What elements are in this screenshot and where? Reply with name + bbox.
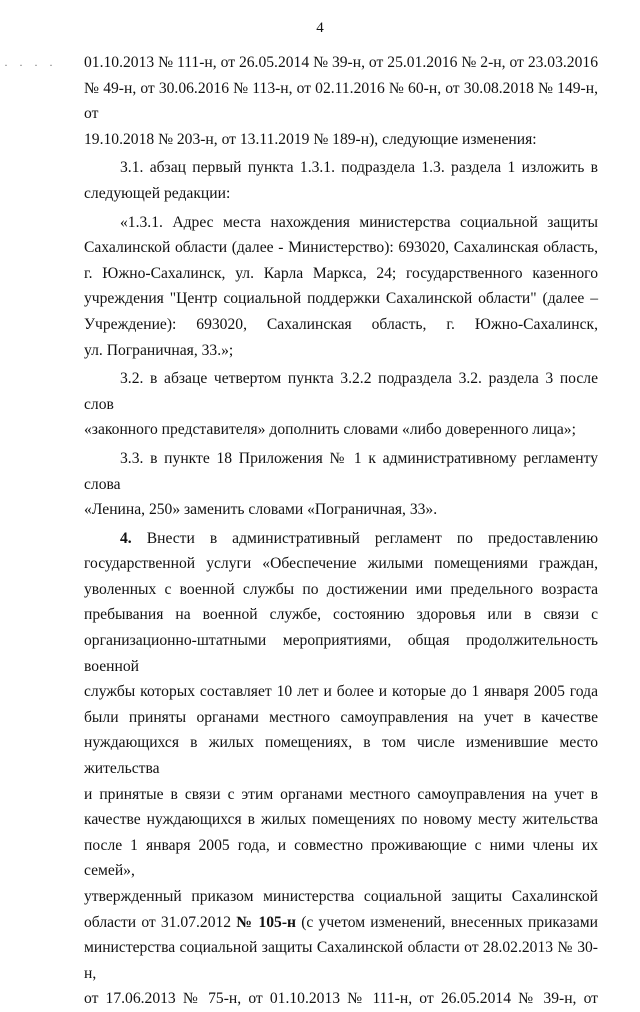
item-3-2-line: «законного представителя» дополнить словами «либо доверенного лица»; bbox=[84, 421, 576, 439]
item-3-2-line: 3.2. в абзаце четвертом пункта 3.2.2 подраздела 3.2. раздела 3 после слов bbox=[84, 370, 598, 413]
quote-line: Учреждение): 693020, Сахалинская область, г. Южно-Сахалинск, bbox=[84, 315, 598, 333]
quote-line: «1.3.1. Адрес места нахождения министерства социальной защиты bbox=[120, 213, 598, 231]
text-line: 19.10.2018 № 203-н, от 13.11.2019 № 189-н), следующие изменения: bbox=[84, 130, 537, 148]
order-number: № 105-н bbox=[236, 913, 297, 931]
item-3-1-line: 3.1. абзац первый пункта 1.3.1. подраздела 1.3. раздела 1 изложить в bbox=[120, 159, 598, 177]
item-4-first-line bbox=[84, 526, 598, 552]
item-3-3-line: 3.3. в пункте 18 Приложения № 1 к административному регламенту слова bbox=[84, 449, 598, 493]
item-3-3-line: «Ленина, 250» заменить словами «Пограничная, 33». bbox=[84, 501, 438, 519]
item-4-line: качестве нуждающихся в жилых помещениях по новому месту жительства bbox=[84, 811, 598, 829]
item-4-first-line-text: Внести в административный регламент по предоставлению bbox=[131, 529, 598, 547]
quote-line: учреждения "Центр социальной поддержки Сахалинской области" (далее – bbox=[84, 290, 598, 308]
item-3-1-line: следующей редакции: bbox=[84, 184, 231, 202]
item-4-line: и принятые в связи с этим органами местного самоуправления на учет в bbox=[84, 785, 598, 803]
text-line: № 49-н, от 30.06.2016 № 113-н, от 02.11.2016 № 60-н, от 30.08.2018 № 149-н, от bbox=[84, 79, 598, 123]
item-4-line: были приняты органами местного самоуправления на учет в качестве bbox=[84, 708, 598, 726]
order-line-start: области от 31.07.2012 bbox=[84, 913, 237, 931]
item-4-line: пребывания на военной службе, состоянию здоровья или в связи с bbox=[84, 606, 598, 624]
item-4-line: уволенных с военной службы по достижении ими предельного возраста bbox=[84, 580, 598, 598]
item-4-line: государственной услуги «Обеспечение жилыми помещениями граждан, bbox=[84, 555, 598, 573]
item-4-number: 4. bbox=[120, 529, 132, 547]
quote-line: Сахалинской области (далее - Министерство): 693020, Сахалинская область, bbox=[84, 239, 598, 257]
item-4-line: утвержденный приказом министерства социальной защиты Сахалинской bbox=[84, 888, 598, 905]
quote-line: г. Южно-Сахалинск, ул. Карла Маркса, 24; государственного казенного bbox=[84, 264, 598, 282]
item-4-line: от 17.06.2013 № 75-н, от 01.10.2013 № 111-н, от 26.05.2014 № 39-н, от bbox=[84, 990, 598, 1008]
item-4-line: после 1 января 2005 года, и совместно проживающие с ними члены их семей», bbox=[84, 836, 598, 880]
document-body bbox=[84, 50, 598, 1012]
margin-mark: · · · · bbox=[4, 58, 57, 72]
item-4-line: министерства социальной защиты Сахалинской области от 28.02.2013 № 30-н, bbox=[84, 939, 598, 982]
page-number: 4 bbox=[316, 20, 324, 36]
text-line: 01.10.2013 № 111-н, от 26.05.2014 № 39-н, от 25.01.2016 № 2-н, от 23.03.2016 bbox=[84, 54, 598, 71]
item-4-line: организационно-штатными мероприятиями, общая продолжительность военной bbox=[84, 632, 598, 675]
item-4-line: нуждающихся в жилых помещениях, в том числе изменившие место жительства bbox=[84, 734, 598, 778]
item-4-order-line bbox=[84, 910, 598, 936]
quote-line: ул. Пограничная, 33.»; bbox=[84, 341, 234, 359]
order-line-end: (с учетом изменений, внесенных приказами bbox=[296, 913, 598, 931]
item-4-line: службы которых составляет 10 лет и более и которые до 1 января 2005 года bbox=[84, 683, 598, 701]
